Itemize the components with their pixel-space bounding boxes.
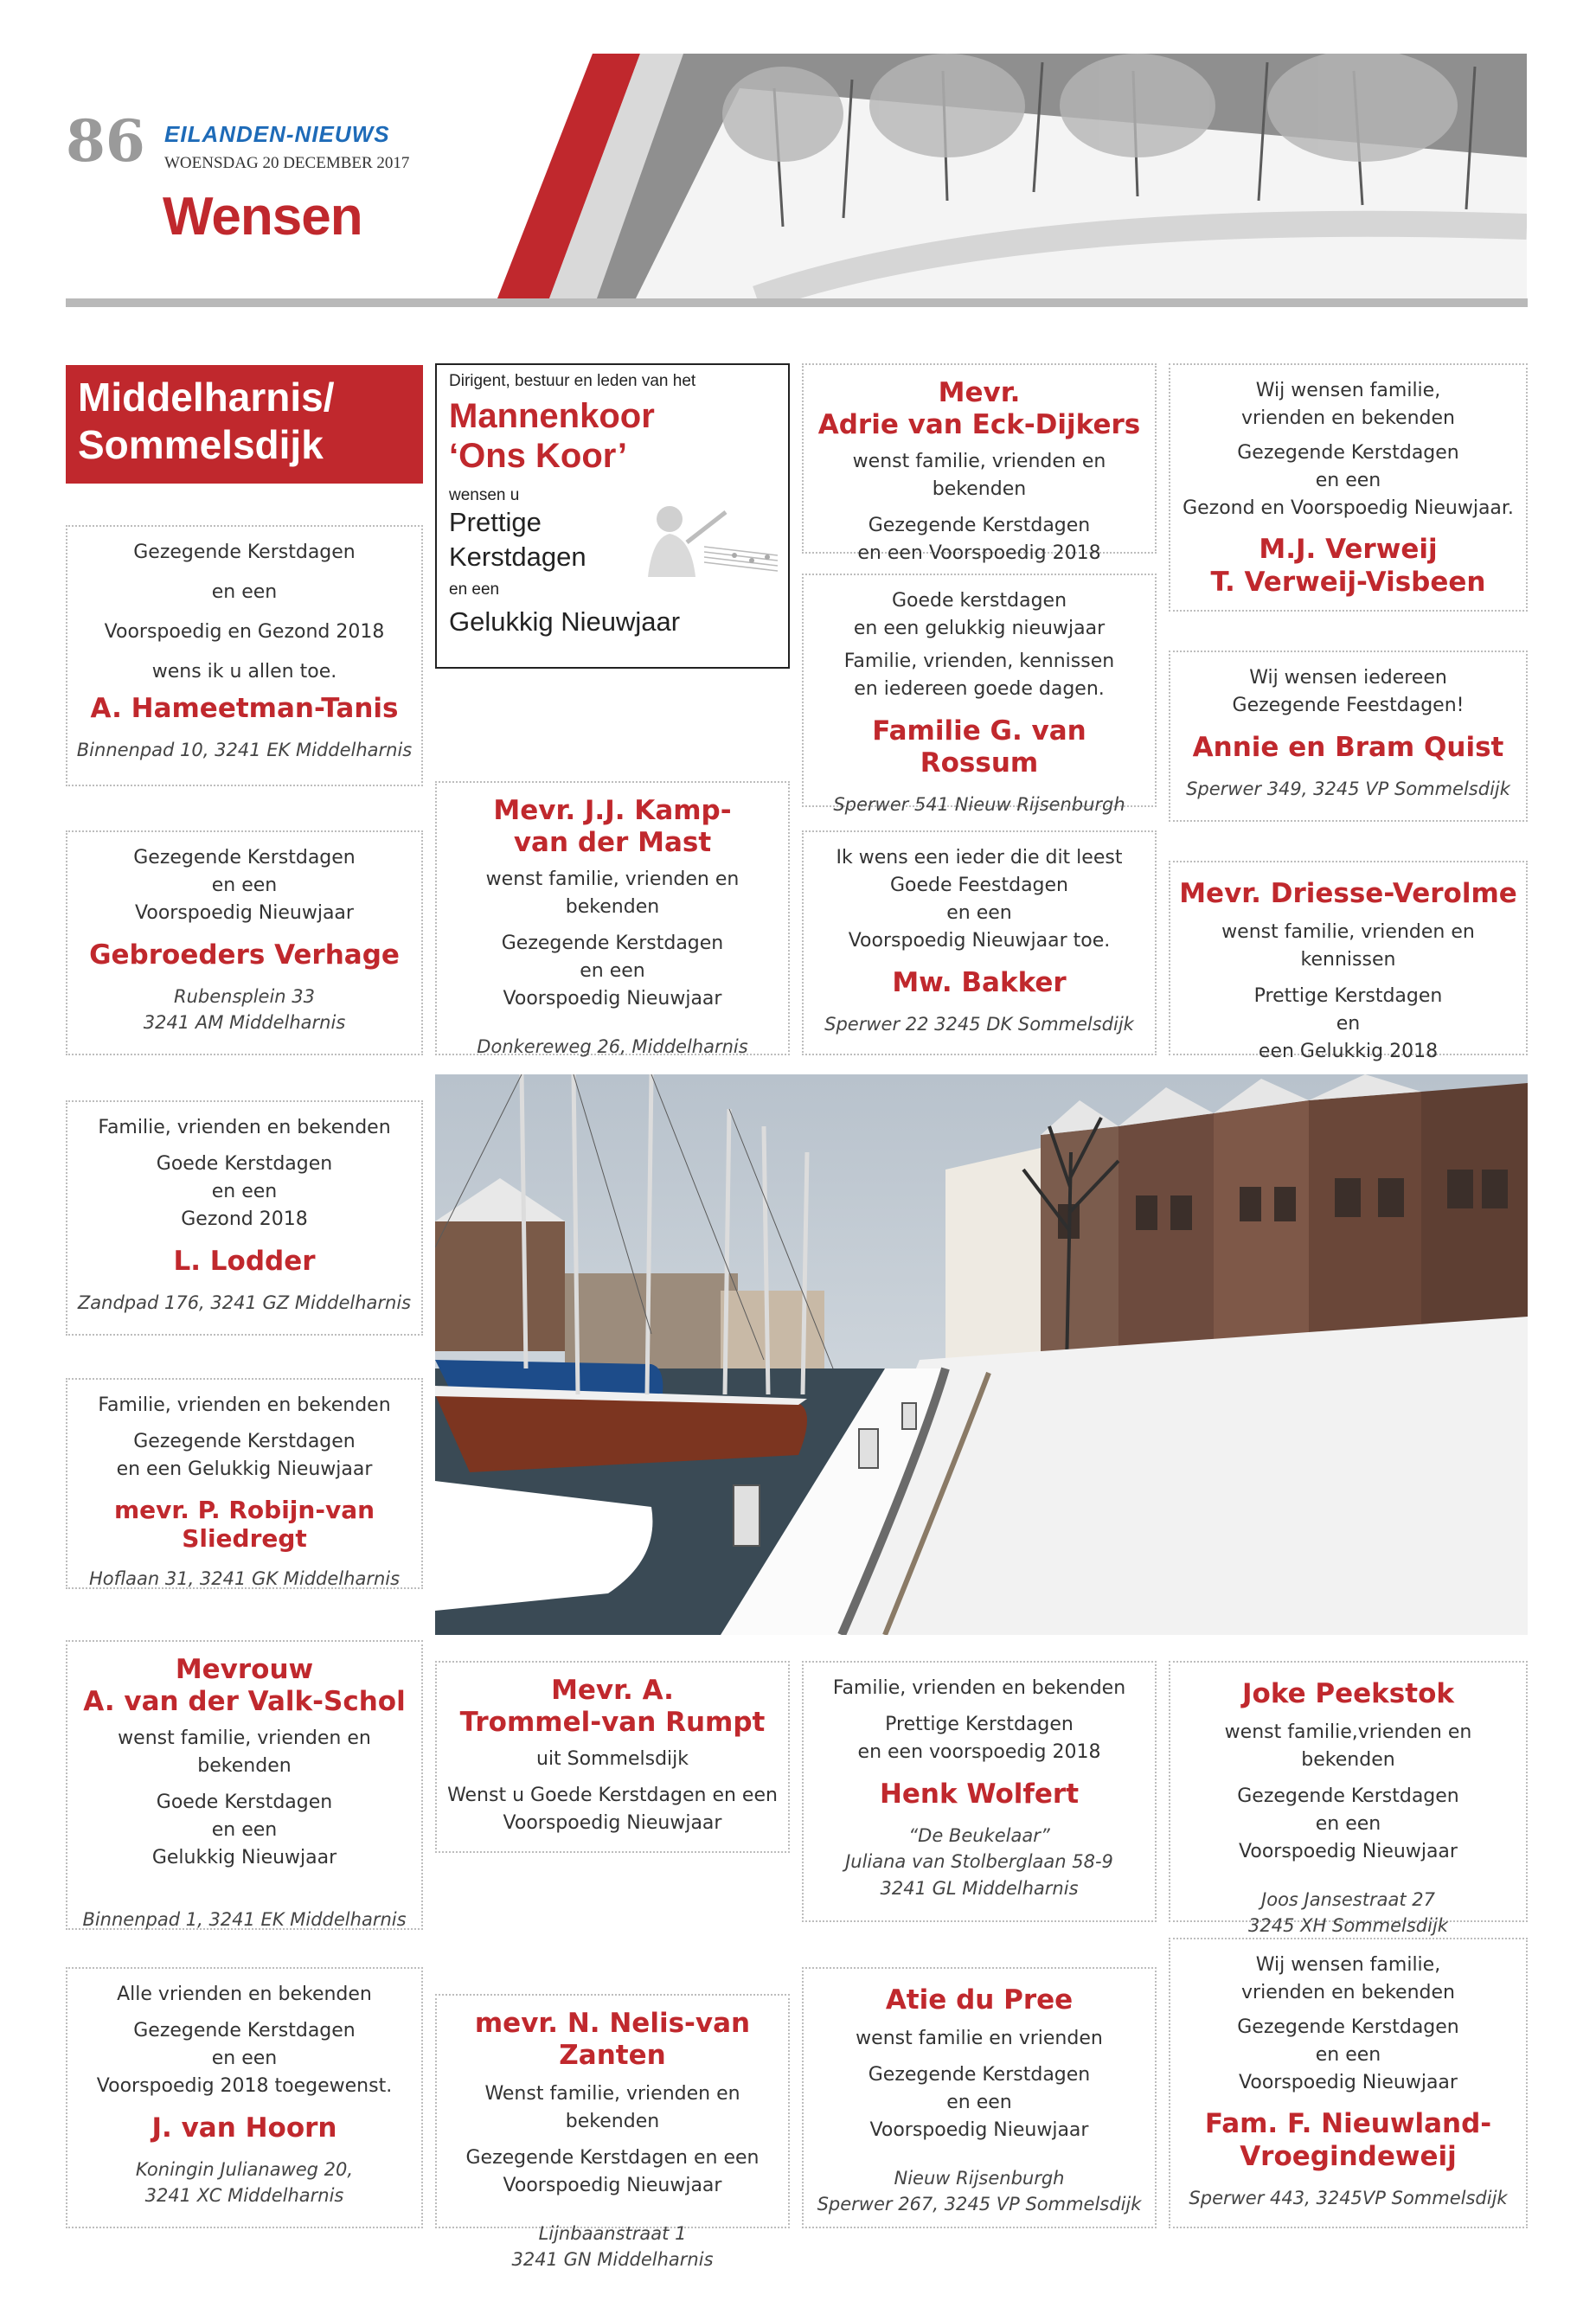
ad-bakker (802, 830, 1157, 1055)
ad-text: Gezegende Kerstdagen (1237, 2016, 1459, 2038)
ad-address: Koningin Julianaweg 20, (135, 2158, 354, 2180)
ad-name: Mevr. A. (551, 1675, 674, 1706)
ad-address: Rubensplein 33 (173, 985, 316, 1007)
ad-address: “De Beukelaar” (908, 1824, 1050, 1846)
ad-name: A. van der Valk-Schol (83, 1686, 406, 1718)
newspaper-logo: EILANDEN-NIEUWS (164, 121, 390, 147)
ad-text: en een (946, 901, 1012, 924)
ad-name: Mw. Bakker (892, 966, 1067, 998)
ad-address: Binnenpad 1, 3241 EK Middelharnis (82, 1908, 407, 1930)
ad-text: en een (211, 1819, 278, 1842)
ad-peekstok (1169, 1661, 1528, 1937)
ad-name: Gebroeders Verhage (89, 939, 400, 971)
ad-name: J. van Hoorn (151, 2112, 337, 2144)
ad-text: Gezegende Kerstdagen (133, 847, 356, 868)
koor-wish-2: Kerstdagen (449, 542, 586, 573)
ad-text: Alle vrienden en bekenden (117, 1984, 372, 2005)
ad-kamp (435, 781, 790, 1055)
ad-text: wenst familie, vrienden en bekenden (118, 1727, 371, 1778)
ad-text: wenst familie, vrienden en bekenden (852, 451, 1106, 501)
ad-address: Donkereweg 26, Middelharnis (477, 1035, 748, 1057)
ad-text: Gezegende Feestdagen! (1232, 694, 1465, 716)
ad-trommel (435, 1661, 790, 1853)
section-title: Wensen (163, 187, 362, 247)
ad-text: en een (211, 580, 278, 603)
ad-text: wenst familie, vrienden en bekenden (485, 868, 740, 919)
ad-text: Goede kerstdagen (891, 590, 1067, 612)
ad-text: Wij wensen familie, (1255, 1954, 1441, 1976)
ad-name: Adrie van Eck-Dijkers (817, 409, 1141, 441)
ad-hameetman (66, 525, 423, 786)
ad-address: 3241 XC Middelharnis (144, 2185, 344, 2207)
koor-wensen: wensen u (449, 486, 520, 504)
mannenkoor-ad (435, 363, 790, 669)
ad-text: vrienden en bekenden (1241, 1981, 1455, 2003)
ad-text: Goede Feestdagen (889, 874, 1069, 896)
ad-text: en een (1315, 1812, 1381, 1835)
issue-date: WOENSDAG 20 DECEMBER 2017 (164, 154, 410, 172)
ad-text: Gezond 2018 (181, 1208, 308, 1230)
ad-nelis (435, 1994, 790, 2271)
region-line-1: Middelharnis/ (78, 375, 335, 420)
ad-text: Goede Kerstdagen (156, 1152, 333, 1175)
ad-text: Wij wensen familie, (1255, 380, 1441, 401)
ad-lodder (66, 1100, 423, 1336)
ad-address: 3241 GN Middelharnis (511, 2249, 714, 2271)
ad-address: Sperwer 349, 3245 VP Sommelsdijk (1186, 778, 1510, 799)
ad-text: en een gelukkig nieuwjaar (853, 617, 1106, 639)
koor-intro: Dirigent, bestuur en leden van het (449, 372, 696, 390)
ad-text: Voorspoedig Nieuwjaar (1239, 1840, 1458, 1862)
ad-name: T. Verweij-Visbeen (1210, 566, 1486, 598)
ad-text: Voorspoedig Nieuwjaar (503, 1812, 722, 1835)
ad-text: Prettige Kerstdagen (1253, 984, 1443, 1007)
ad-text: wens ik u allen toe. (151, 660, 337, 683)
ad-address: Sperwer 541 Nieuw Rijsenburgh (833, 793, 1125, 815)
ad-address: Binnenpad 10, 3241 EK Middelharnis (76, 739, 413, 760)
ad-text: Wenst u Goede Kerstdagen en een (447, 1785, 778, 1807)
ad-text: en een Gelukkig Nieuwjaar (116, 1458, 373, 1480)
ad-name: van der Mast (513, 827, 712, 859)
ad-text: Voorspoedig Nieuwjaar (503, 2175, 722, 2197)
ad-text: en een (946, 2091, 1012, 2113)
ad-address: Zandpad 176, 3241 GZ Middelharnis (77, 1292, 412, 1313)
ad-address: 3241 AM Middelharnis (143, 1012, 346, 1034)
ad-address: Sperwer 22 3245 DK Sommelsdijk (824, 1013, 1134, 1035)
ad-address: Sperwer 443, 3245VP Sommelsdijk (1189, 2187, 1508, 2208)
ad-text: Ik wens een ieder die dit leest (836, 847, 1123, 868)
ad-name: Atie du Pree (885, 1984, 1074, 2016)
koor-en-een: en een (449, 580, 500, 599)
ad-quist (1169, 651, 1528, 822)
koor-wish-3: Gelukkig Nieuwjaar (449, 606, 681, 637)
ad-text: en een voorspoedig 2018 (857, 1740, 1101, 1763)
ad-name: Fam. F. Nieuwland- (1204, 2108, 1492, 2140)
ad-verweij (1169, 363, 1528, 612)
ad-text: wenst familie, vrienden en kennissen (1221, 921, 1475, 971)
ad-robijn (66, 1378, 423, 1589)
ad-text: een Gelukkig 2018 (1258, 1040, 1439, 1062)
ad-text: Gezegende Kerstdagen (868, 515, 1091, 537)
ad-name: mevr. N. Nelis-van Zanten (474, 2008, 751, 2072)
ad-text: en een (211, 2047, 278, 2069)
ad-name: L. Lodder (173, 1245, 316, 1277)
harbour-winter-photo (435, 1074, 1528, 1635)
ad-address: Lijnbaanstraat 1 (538, 2222, 687, 2244)
ad-name: Henk Wolfert (879, 1778, 1080, 1810)
ad-hoorn (66, 1967, 423, 2228)
ad-name: Mevrouw (175, 1654, 314, 1685)
koor-name-1: Mannenkoor (449, 397, 655, 435)
ad-text: en een (211, 874, 278, 896)
ad-wolfert (802, 1661, 1157, 1922)
ad-text: Wij wensen iedereen (1249, 667, 1447, 689)
ad-text: Gezegende Kerstdagen (1237, 1785, 1459, 1807)
ad-text: Familie, vrienden, kennissen (843, 650, 1115, 672)
ad-text: Gezegende Kerstdagen (133, 2019, 356, 2041)
region-header (66, 365, 423, 484)
ad-text: en een (1315, 469, 1381, 491)
ad-text: Familie, vrienden en bekenden (832, 1677, 1126, 1699)
ad-text: Gezegende Kerstdagen (133, 542, 356, 563)
ad-address: Hoflaan 31, 3241 GK Middelharnis (88, 1567, 401, 1589)
ad-text: Voorspoedig en Gezond 2018 (104, 620, 385, 643)
ad-verhage (66, 830, 423, 1055)
koor-wish-1: Prettige (449, 507, 542, 537)
conductor-icon (622, 495, 782, 581)
ad-text: Voorspoedig Nieuwjaar (869, 2118, 1089, 2141)
ad-text: Wenst familie, vrienden en bekenden (484, 2083, 740, 2133)
ad-rossum (802, 574, 1157, 815)
ad-address: 3241 GL Middelharnis (880, 1877, 1079, 1899)
ad-text: en (1336, 1012, 1361, 1035)
ad-text: Voorspoedig Nieuwjaar (135, 901, 354, 924)
ad-text: en een Voorspoedig 2018 (857, 542, 1101, 565)
ad-text: uit Sommelsdijk (536, 1748, 689, 1771)
ad-name: Trommel-van Rumpt (459, 1707, 766, 1739)
ad-text: Familie, vrienden en bekenden (98, 1394, 391, 1416)
ad-name: Annie en Bram Quist (1192, 731, 1504, 763)
ad-dupree (802, 1967, 1157, 2228)
ad-text: en iedereen goede dagen. (854, 677, 1105, 700)
ad-text: en een (1315, 2043, 1381, 2066)
ad-name: Mevr. Driesse-Verolme (1179, 878, 1517, 909)
ad-text: Gezegende Kerstdagen (1237, 441, 1459, 464)
header-divider (66, 298, 1528, 307)
ad-name: Mevr. (938, 377, 1021, 408)
ad-text: vrienden en bekenden (1241, 407, 1455, 429)
ad-address: 3245 XH Sommelsdijk (1248, 1915, 1448, 1937)
ad-name: Vroegindeweij (1240, 2140, 1457, 2172)
ad-text: Gezegende Kerstdagen en een (465, 2147, 760, 2170)
ad-name: M.J. Verweij (1259, 534, 1438, 566)
ad-address: Nieuw Rijsenburgh (894, 2167, 1065, 2189)
ad-name: Joke Peekstok (1241, 1678, 1454, 1709)
ad-text: Familie, vrienden en bekenden (98, 1117, 391, 1138)
ad-text: Gezegende Kerstdagen (868, 2064, 1091, 2086)
ad-address: Juliana van Stolberglaan 58-9 (845, 1851, 1113, 1873)
ad-name: Familie G. van Rossum (872, 715, 1086, 779)
ad-text: en een (580, 960, 645, 983)
ad-text: wenst familie en vrienden (856, 2028, 1103, 2050)
page-number: 86 (66, 107, 145, 175)
ad-eckdijkers (802, 363, 1157, 565)
koor-name-2: ‘Ons Koor’ (449, 437, 627, 475)
ad-text: Voorspoedig Nieuwjaar (503, 987, 722, 1009)
ad-text: Gezond en Voorspoedig Nieuwjaar. (1183, 497, 1514, 519)
region-line-2: Sommelsdijk (78, 422, 324, 468)
ad-text: Goede Kerstdagen (156, 1791, 333, 1814)
ad-name: Mevr. J.J. Kamp- (493, 795, 732, 826)
ad-valkschol (66, 1640, 423, 1930)
ad-name: mevr. P. Robijn-van Sliedregt (113, 1495, 375, 1554)
ad-text: Prettige Kerstdagen (885, 1713, 1074, 1735)
ad-text: Gezegende Kerstdagen (133, 1430, 356, 1452)
ad-name: A. Hameetman-Tanis (90, 692, 399, 724)
ad-text: wenst familie,vrienden en bekenden (1224, 1721, 1472, 1772)
ad-address: Sperwer 267, 3245 VP Sommelsdijk (817, 2194, 1142, 2215)
ad-address: Joos Jansestraat 27 (1261, 1888, 1435, 1910)
ad-driesse (1169, 861, 1528, 1062)
ad-text: Voorspoedig Nieuwjaar (1239, 2071, 1458, 2093)
ad-text: Gelukkig Nieuwjaar (151, 1846, 337, 1868)
ad-text: en een (211, 1180, 278, 1202)
winter-banner-image (497, 54, 1527, 298)
ad-text: Voorspoedig 2018 toegewenst. (96, 2074, 393, 2097)
ad-text: Voorspoedig Nieuwjaar toe. (848, 929, 1111, 952)
ad-text: Gezegende Kerstdagen (501, 933, 724, 955)
ad-nieuwland (1169, 1938, 1528, 2228)
